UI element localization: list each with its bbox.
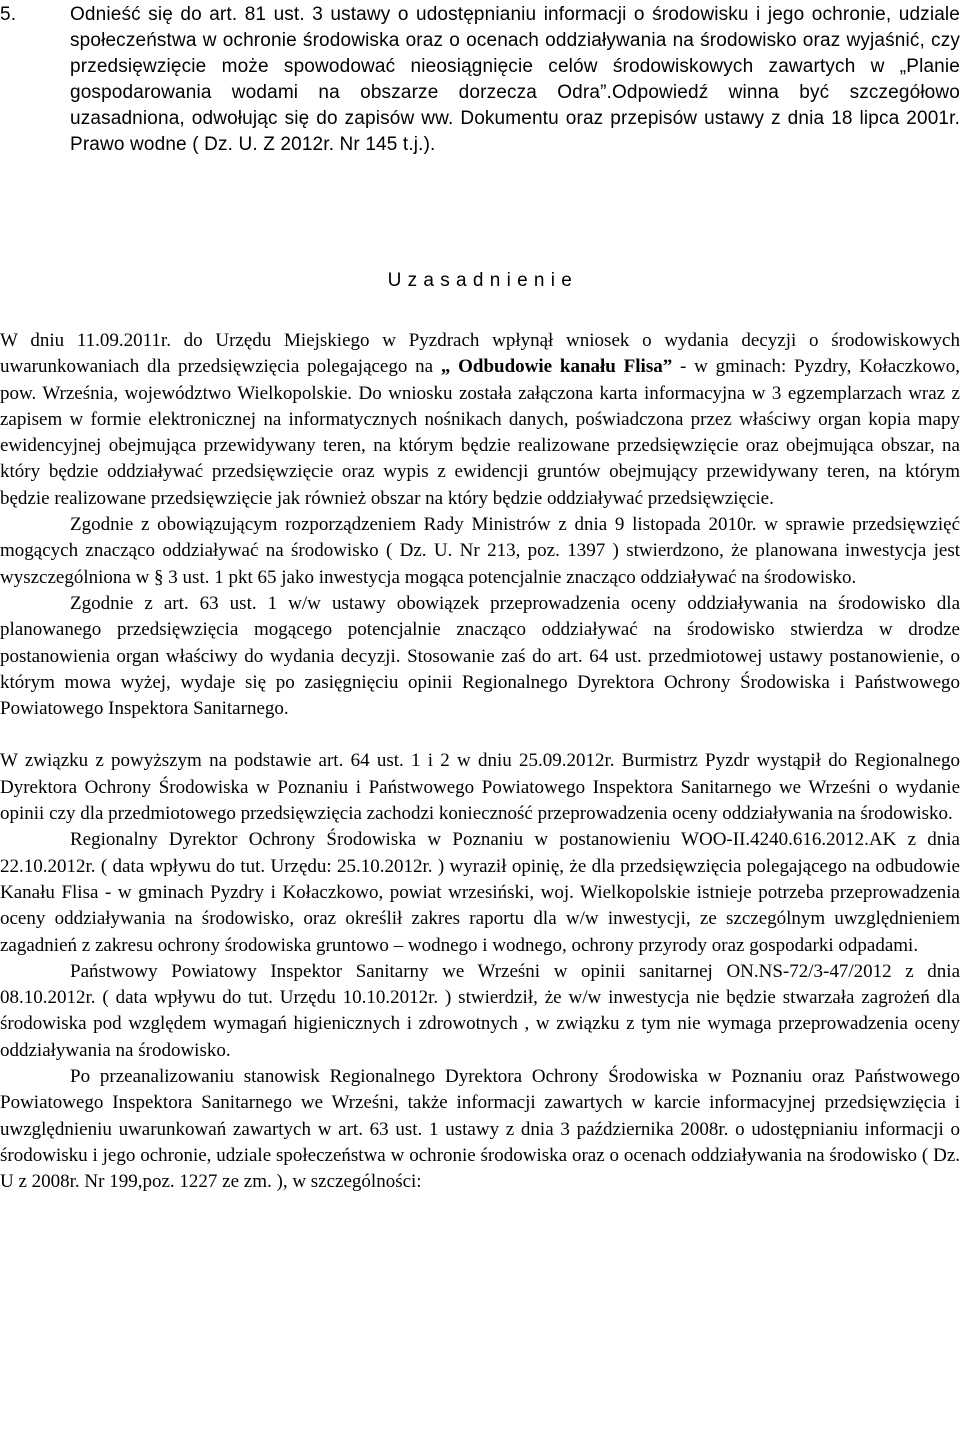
paragraph-rdos-opinion: Regionalny Dyrektor Ochrony Środowiska w Poznaniu w postanowieniu WOO-II.4240.616.2012.AK z dnia 22.10.2012r. ( data wpływu do tut. Urzędu: 25.10.2012r. ) wyraził opinię, że dla przedsięwzięcia polegającego na odbudowie Kanału Flisa - w gminach Pyzdry i Kołaczkowo, powiat wrzesiński, woj. Wielkopolskie istnieje potrzeba przeprowadzenia oceny oddziaływania na środowisko, oraz określił zakres raportu dla w/w inwestycji, ze szczególnym uwzględnieniem zagadnień z zakresu ochrony środowiska gruntowo – wodnego i wodnego, ochrony przyrody oraz gospodarki odpadami. [0,829,960,956]
justification-body [0,328,960,1196]
paragraph-art63: Zgodnie z art. 63 ust. 1 w/w ustawy obowiązek przeprowadzenia oceny oddziaływania na środowisko dla planowanego przedsięwzięcia mogącego potencjalnie znacząco oddziaływać na środowisko stwierdza w drodze postanowienia organ właściwy do wydania decyzji. Stosowanie zaś do art. 64 ust. przedmiotowej ustawy postanowienie, o którym mowa wyżej, wydaje się po zasięgnięciu opinii Regionalnego Dyrektora Ochrony Środowiska i Państwowego Powiatowego Inspektora Sanitarnego. [0,592,960,720]
paragraph-request: W związku z powyższym na podstawie art. 64 ust. 1 i 2 w dniu 25.09.2012r. Burmistrz Pyzdr wystąpił do Regionalnego Dyrektora Ochrony Środowiska w Poznaniu i Państwowego Powiatowego Inspektora Sanitarnego we Wrześni o wydanie opinii czy dla przedmiotowego przedsięwzięcia zachodzi konieczność przeprowadzenia oceny oddziaływania na środowisko. [0,750,960,825]
paragraph-application-text-start: W dniu 11.09.2011r. do Urzędu Miejskiego w Pyzdrach wpłynął wniosek o wydania decyzji o środowiskowych uwarunkowaniach dla przedsięwzięcia polegającego na [0,330,960,378]
paragraph-application-text-end: - w gminach: Pyzdry, Kołaczkowo, pow. Września, województwo Wielkopolskie. Do wniosku została załączona karta informacyjna w 3 egzemplarzach wraz z zapisem w formie elektronicznej na informatycznych nośnikach danych, poświadczona przez właściwy organ kopia mapy ewidencyjnej obejmująca przewidywany teren, na którym będzie realizowane przedsięwzięcie oraz obejmująca obszar, na który będzie oddziaływać przedsięwzięcie oraz wypis z ewidencji gruntów obejmujący przewidywany teren, na którym będzie realizowane przedsięwzięcie jak również obszar na który będzie oddziaływać przedsięwzięcie. [0,356,960,509]
project-name: „ Odbudowie kanału Flisa” [440,356,673,378]
paragraph-spacer [0,722,960,748]
list-item-number: 5. [0,4,17,25]
paragraph-analysis: Po przeanalizowaniu stanowisk Regionalnego Dyrektora Ochrony Środowiska w Poznaniu oraz Państwowego Powiatowego Inspektora Sanitarnego we Wrześni, także informacji zawartych w karcie informacyjnej przedsięwzięcia i uwzględnieniu uwarunkowań zawartych w art. 63 ust. 1 ustawy z dnia 3 października 2008r. o udostępnianiu informacji o środowisku i jego ochronie, udziale społeczeństwa w ochronie środowiska oraz o ocenach oddziaływania na środowisko ( Dz. U z 2008r. Nr 199,poz. 1227 ze zm. ), w szczególności: [0,1066,960,1193]
paragraph-application [0,328,960,512]
section-heading: U z a s a d n i e n i e [387,270,573,291]
list-item-text: Odnieść się do art. 81 ust. 3 ustawy o udostępnianiu informacji o środowisku i jego ochronie, udziale społeczeństwa w ochronie środowiska oraz o ocenach oddziaływania na środowisko oraz wyjaśnić, czy przedsięwzięcie może spowodować nieosiągnięcie celów środowiskowych zawartych w „Planie gospodarowania wodami na obszarze dorzecza Odra”.Odpowiedź winna być szczegółowo uzasadniona, odwołując się do zapisów ww. Dokumentu oraz przepisów ustawy z dnia 18 lipca 2001r. Prawo wodne ( Dz. U. Z 2012r. Nr 145 t.j.). [70,4,960,155]
paragraph-sanitary-opinion: Państwowy Powiatowy Inspektor Sanitarny we Wrześni w opinii sanitarnej ON.NS-72/3-47/2012 z dnia 08.10.2012r. ( data wpływu do tut. Urzędu 10.10.2012r. ) stwierdził, że w/w inwestycja nie będzie stwarzała zagrożeń dla środowiska pod względem wymagań higienicznych i zdrowotnych , w związku z tym nie wymaga przeprowadzenia oceny oddziaływania na środowisko. [0,960,960,1061]
list-item-5 [0,2,960,158]
paragraph-regulation: Zgodnie z obowiązującym rozporządzeniem Rady Ministrów z dnia 9 listopada 2010r. w sprawie przedsięwzięć mogących znacząco oddziaływać na środowisko ( Dz. U. Nr 213, poz. 1397 ) stwierdzono, że planowana inwestycja jest wyszczególniona w § 3 ust. 1 pkt 65 jako inwestycja mogąca potencjalnie znacząco oddziaływać na środowisko. [0,514,960,588]
